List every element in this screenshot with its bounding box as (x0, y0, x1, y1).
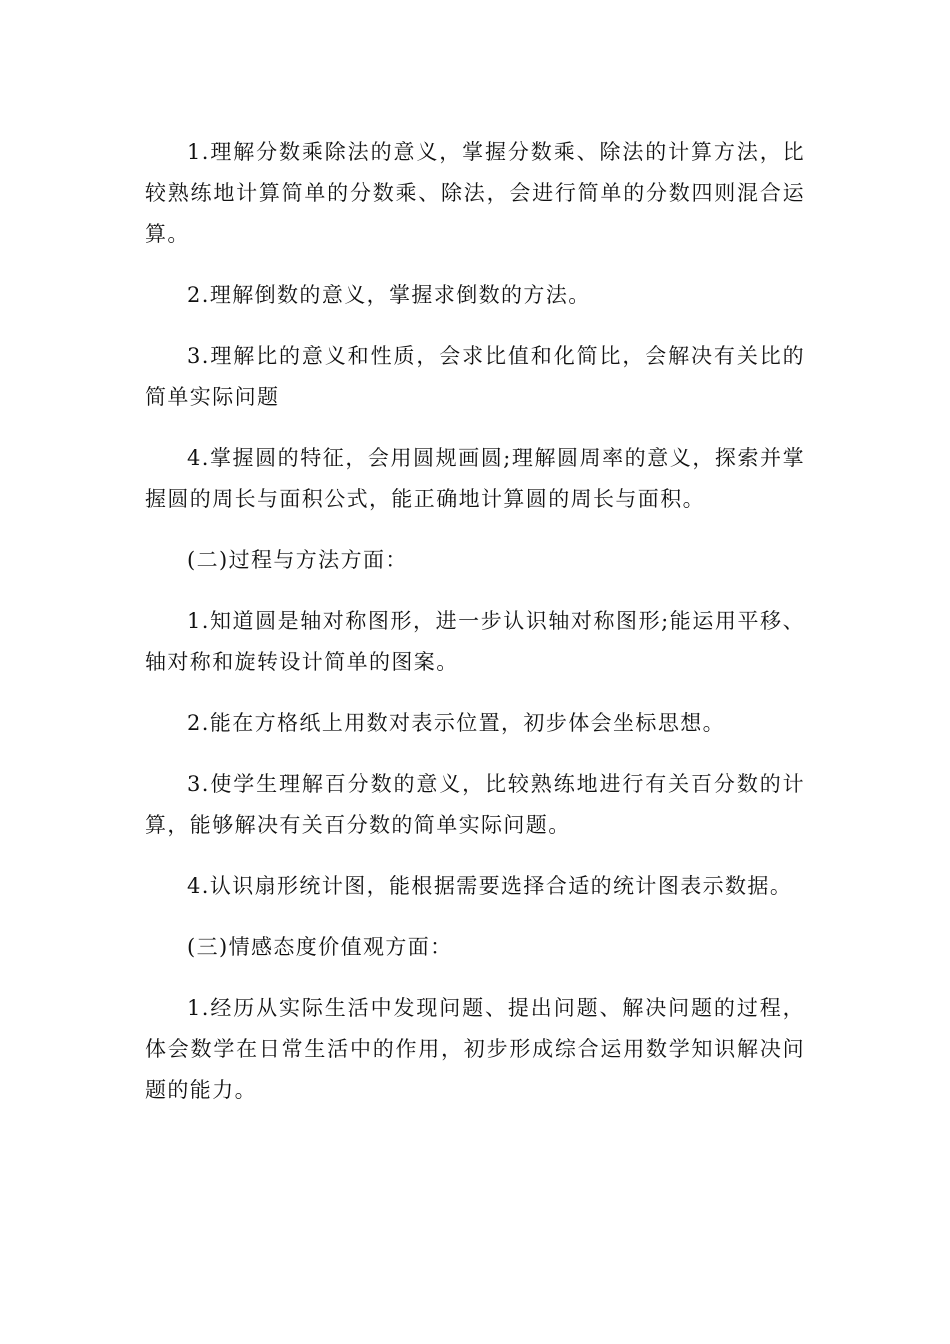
paragraph-8: 4.认识扇形统计图，能根据需要选择合适的统计图表示数据。 (187, 874, 793, 898)
paragraph-7: 3.使学生理解百分数的意义，比较熟练地进行有关百分数的计算，能够解决有关百分数的简单实际问题。 (145, 772, 805, 837)
paragraph-1: 1.理解分数乘除法的意义，掌握分数乘、除法的计算方法，比较熟练地计算简单的分数乘、除法，会进行简单的分数四则混合运算。 (145, 140, 805, 246)
document-body (145, 132, 805, 1111)
section-heading-process-methods: (二)过程与方法方面： (187, 548, 408, 572)
paragraph-9: 1.经历从实际生活中发现问题、提出问题、解决问题的过程，体会数学在日常生活中的作用，初步形成综合运用数学知识解决问题的能力。 (145, 996, 805, 1102)
paragraph-5: 1.知道圆是轴对称图形，进一步认识轴对称图形;能运用平移、轴对称和旋转设计简单的图案。 (145, 609, 805, 674)
paragraph-3: 3.理解比的意义和性质，会求比值和化简比，会解决有关比的简单实际问题 (145, 344, 805, 409)
section-heading-attitudes-values: (三)情感态度价值观方面： (187, 935, 453, 959)
paragraph-2: 2.理解倒数的意义，掌握求倒数的方法。 (187, 283, 591, 307)
paragraph-6: 2.能在方格纸上用数对表示位置，初步体会坐标思想。 (187, 711, 726, 735)
paragraph-4: 4.掌握圆的特征，会用圆规画圆;理解圆周率的意义，探索并掌握圆的周长与面积公式，能正确地计算圆的周长与面积。 (145, 446, 805, 511)
